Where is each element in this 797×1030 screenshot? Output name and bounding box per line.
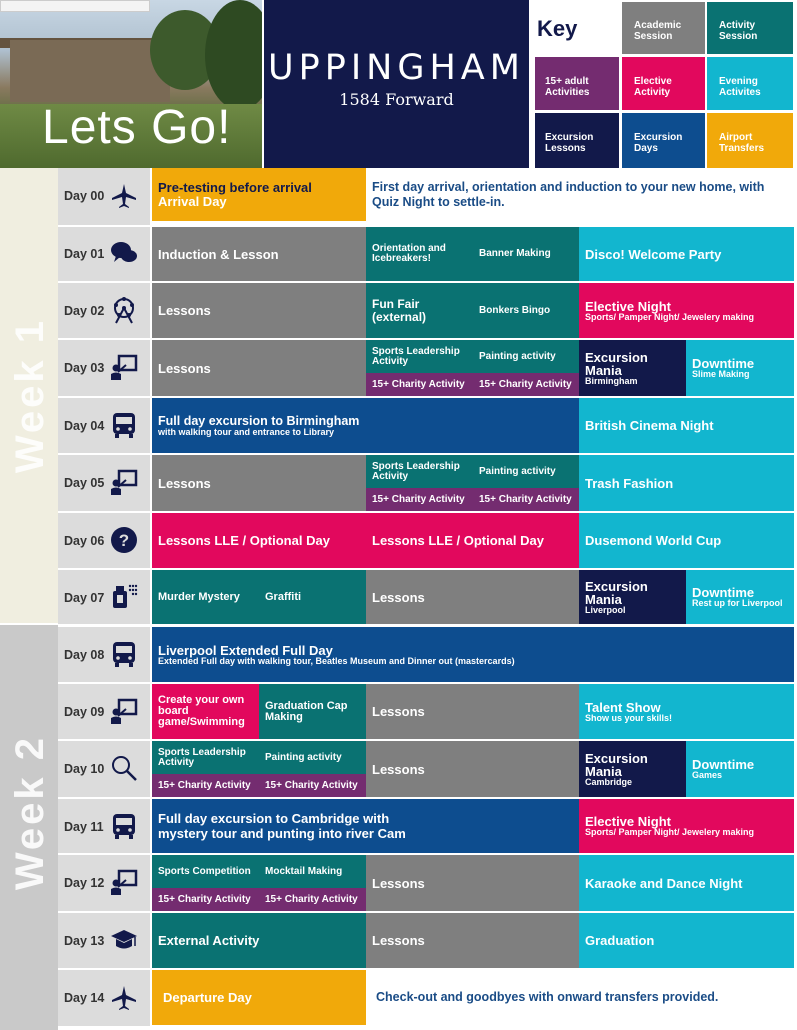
activity-cell: Sports Leadership Activity bbox=[152, 741, 259, 774]
day-cell-02 bbox=[58, 283, 150, 338]
activity-cell: Lessons bbox=[366, 913, 579, 968]
key-activity: Activity Session bbox=[707, 2, 793, 54]
activity-title: Talent Show bbox=[585, 699, 661, 715]
teacher-board-icon bbox=[110, 868, 138, 896]
day-label: Day 08 bbox=[64, 648, 105, 662]
day-cell-07 bbox=[58, 570, 150, 624]
day-label: Day 13 bbox=[64, 934, 105, 948]
activity-title: Downtime bbox=[692, 757, 755, 772]
activity-cell: 15+ Charity Activity bbox=[152, 888, 259, 911]
activity-cell: Induction & Lesson bbox=[152, 227, 366, 281]
activity-subtitle: Games bbox=[692, 770, 723, 780]
day-cell-03 bbox=[58, 340, 150, 396]
bus-icon bbox=[110, 411, 138, 439]
day-cell-01 bbox=[58, 227, 150, 281]
day-cell-11 bbox=[58, 799, 150, 853]
day-label: Day 07 bbox=[64, 591, 105, 605]
activity-cell: External Activity bbox=[152, 913, 366, 968]
activity-cell: 15+ Charity Activity bbox=[366, 488, 473, 511]
activity-cell: Lessons bbox=[152, 340, 366, 396]
brand-tagline: 1584 Forward bbox=[339, 90, 454, 109]
activity-cell: Painting activity bbox=[473, 340, 579, 373]
day-cell-05 bbox=[58, 455, 150, 511]
week1-bar bbox=[0, 168, 58, 623]
activity-cell bbox=[579, 570, 686, 624]
activity-cell bbox=[686, 340, 794, 396]
activity-cell: Painting activity bbox=[259, 741, 366, 774]
activity-cell: Create your own board game/Swimming bbox=[152, 684, 259, 739]
activity-subtitle: Slime Making bbox=[692, 369, 750, 379]
activity-cell: Sports Leadership Activity bbox=[366, 455, 473, 488]
activity-cell: Lessons LLE / Optional Day bbox=[366, 513, 579, 568]
activity-note: First day arrival, orientation and induction to your new home, with Quiz Night to settle-in. bbox=[372, 179, 765, 209]
day-label: Day 01 bbox=[64, 247, 105, 261]
day-label: Day 05 bbox=[64, 476, 105, 490]
teacher-board-icon bbox=[110, 353, 138, 381]
day-cell-06 bbox=[58, 513, 150, 568]
key-excursion-days: Excursion Days bbox=[622, 113, 705, 168]
activity-cell: Bonkers Bingo bbox=[473, 283, 579, 338]
activity-cell bbox=[579, 283, 794, 338]
chat-bubbles-icon bbox=[110, 239, 138, 267]
bus-icon bbox=[110, 812, 138, 840]
activity-subtitle: Liverpool bbox=[585, 604, 626, 615]
day-label: Day 00 bbox=[64, 189, 105, 203]
photo-tree bbox=[205, 0, 262, 110]
activity-cell: Graduation bbox=[579, 913, 794, 968]
activity-note: Check-out and goodbyes with onward transfers provided. bbox=[376, 990, 719, 1004]
activity-title: Liverpool Extended Full Day bbox=[158, 642, 333, 658]
question-mark-icon bbox=[110, 526, 138, 554]
day-label: Day 12 bbox=[64, 876, 105, 890]
activity-title: Pre-testing before arrival bbox=[158, 179, 312, 195]
activity-title: Elective Night bbox=[585, 298, 671, 314]
activity-cell: Fun Fair (external) bbox=[366, 283, 473, 338]
day-label: Day 09 bbox=[64, 705, 105, 719]
day-label: Day 02 bbox=[64, 304, 105, 318]
activity-cell: Lessons LLE / Optional Day bbox=[152, 513, 366, 568]
activity-cell bbox=[152, 627, 794, 682]
week2-label: Week 2 bbox=[8, 735, 52, 891]
activity-cell: Dusemond World Cup bbox=[579, 513, 794, 568]
activity-subtitle: Rest up for Liverpool bbox=[692, 598, 783, 608]
magnifier-icon bbox=[110, 754, 138, 782]
activity-cell: 15+ Charity Activity bbox=[259, 774, 366, 797]
day-cell-04 bbox=[58, 398, 150, 453]
week2-bar bbox=[0, 625, 58, 1030]
airplane-icon bbox=[110, 182, 138, 210]
activity-cell: 15+ Charity Activity bbox=[366, 373, 473, 396]
activity-subtitle: Sports/ Pamper Night/ Jewelery making bbox=[585, 311, 755, 322]
activity-cell: Banner Making bbox=[473, 227, 579, 281]
day-cell-14 bbox=[58, 970, 150, 1026]
key-elective: Elective Activity bbox=[622, 57, 705, 110]
activity-cell bbox=[579, 684, 794, 739]
activity-cell: 15+ Charity Activity bbox=[473, 373, 579, 396]
svg-text:?: ? bbox=[118, 531, 130, 550]
activity-subtitle: Show us your skills! bbox=[585, 712, 673, 723]
key-airport-transfers: Airport Transfers bbox=[707, 113, 793, 168]
activity-cell: Lessons bbox=[366, 570, 579, 624]
activity-cell: Trash Fashion bbox=[579, 455, 794, 511]
activity-cell bbox=[686, 741, 794, 797]
activity-subtitle: Sports/ Pamper Night/ Jewelery making bbox=[585, 827, 755, 837]
activity-cell bbox=[152, 168, 366, 221]
activity-cell bbox=[579, 340, 686, 396]
activity-cell: Lessons bbox=[152, 455, 366, 511]
week1-label: Week 1 bbox=[8, 318, 52, 474]
activity-cell: Mocktail Making bbox=[259, 855, 366, 888]
lets-go-title: Lets Go! bbox=[42, 101, 232, 154]
activity-title: Downtime bbox=[692, 356, 755, 371]
activity-cell bbox=[579, 799, 794, 853]
activity-title: Downtime bbox=[692, 585, 755, 600]
key-excursion-lessons: Excursion Lessons bbox=[535, 113, 619, 168]
activity-subtitle: with walking tour and entrance to Library bbox=[158, 426, 335, 437]
ferris-wheel-icon bbox=[110, 296, 138, 324]
activity-title: Elective Night bbox=[585, 814, 671, 829]
activity-subtitle: Extended Full day with walking tour, Beatles Museum and Dinner out (mastercards) bbox=[158, 655, 515, 666]
activity-title: Excursion Mania bbox=[585, 750, 648, 779]
key-evening: Evening Activites bbox=[707, 57, 793, 110]
activity-cell bbox=[579, 741, 686, 797]
activity-subtitle: Arrival Day bbox=[158, 193, 227, 209]
teacher-board-icon bbox=[110, 468, 138, 496]
day-cell-10 bbox=[58, 741, 150, 797]
key-title: Key bbox=[537, 16, 578, 41]
key-academic: Academic Session bbox=[622, 2, 705, 54]
bus-icon bbox=[110, 640, 138, 668]
day-label: Day 03 bbox=[64, 361, 105, 375]
activity-cell: Lessons bbox=[366, 855, 579, 911]
brand-name: UPPINGHAM bbox=[268, 48, 525, 88]
activity-cell: Painting activity bbox=[473, 455, 579, 488]
activity-cell: Lessons bbox=[152, 283, 366, 338]
photo-building bbox=[10, 40, 170, 102]
brand-block bbox=[264, 0, 529, 168]
activity-cell: Orientation and Icebreakers! bbox=[366, 227, 473, 281]
activity-cell: Graffiti bbox=[259, 570, 366, 624]
activity-title: Full day excursion to Birmingham bbox=[158, 413, 360, 428]
activity-cell: 15+ Charity Activity bbox=[152, 774, 259, 797]
activity-cell: 15+ Charity Activity bbox=[259, 888, 366, 911]
activity-cell: Disco! Welcome Party bbox=[579, 227, 794, 281]
activity-cell: Graduation Cap Making bbox=[259, 684, 366, 739]
activity-cell: Sports Competition bbox=[152, 855, 259, 888]
day-cell-09 bbox=[58, 684, 150, 739]
day-label: Day 06 bbox=[64, 534, 105, 548]
day-cell-13 bbox=[58, 913, 150, 968]
activity-cell: Departure Day bbox=[152, 970, 366, 1025]
activity-cell bbox=[152, 398, 579, 453]
teacher-board-icon bbox=[110, 697, 138, 725]
activity-cell: Full day excursion to Cambridge with mystery tour and punting into river Cam bbox=[152, 799, 579, 853]
activity-cell: Sports Leadership Activity bbox=[366, 340, 473, 373]
activity-cell: Lessons bbox=[366, 741, 579, 797]
day-cell-12 bbox=[58, 855, 150, 911]
day-cell-08 bbox=[58, 627, 150, 682]
activity-cell: Murder Mystery bbox=[152, 570, 259, 624]
activity-title: Excursion Mania bbox=[585, 578, 648, 607]
spray-can-icon bbox=[110, 581, 138, 609]
day-label: Day 14 bbox=[64, 991, 105, 1005]
day-label: Day 04 bbox=[64, 419, 105, 433]
activity-subtitle: Cambridge bbox=[585, 776, 633, 787]
activity-cell: British Cinema Night bbox=[579, 398, 794, 453]
day-cell-00 bbox=[58, 168, 150, 225]
photo-corner-tag bbox=[0, 0, 150, 12]
day-label: Day 11 bbox=[64, 820, 104, 834]
activity-title: Excursion Mania bbox=[585, 349, 648, 378]
activity-cell: 15+ Charity Activity bbox=[473, 488, 579, 511]
activity-cell bbox=[686, 570, 794, 624]
key-adult-activities: 15+ adult Activities bbox=[535, 57, 619, 110]
activity-subtitle: Birmingham bbox=[585, 375, 638, 386]
activity-cell: Karaoke and Dance Night bbox=[579, 855, 794, 911]
graduation-cap-icon bbox=[110, 926, 138, 954]
airplane-icon bbox=[110, 984, 138, 1012]
activity-cell: Lessons bbox=[366, 684, 579, 739]
day-label: Day 10 bbox=[64, 762, 105, 776]
